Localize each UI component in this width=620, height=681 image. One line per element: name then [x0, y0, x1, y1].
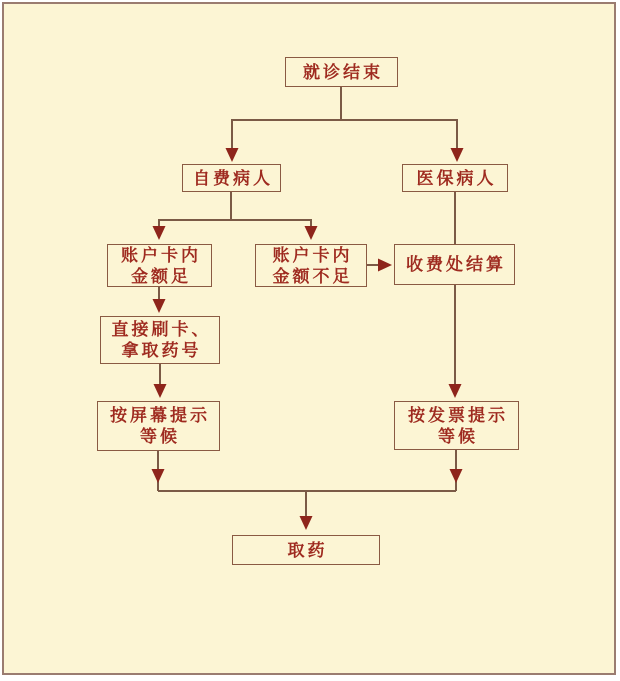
arrowhead-to-enough	[153, 226, 166, 240]
node-label: 就诊结束	[303, 62, 383, 82]
node-wait-invoice	[394, 401, 519, 450]
arrowhead-to-swipe	[153, 299, 166, 313]
node-label: 取药	[287, 540, 328, 560]
node-balance-enough	[107, 244, 212, 287]
connector-top-split	[232, 87, 457, 149]
connector-lines	[158, 87, 457, 517]
node-cashier-settlement	[394, 244, 515, 285]
node-label: 按屏幕提示	[110, 406, 210, 425]
node-swipe-card	[100, 316, 220, 364]
node-label: 等候	[140, 427, 180, 446]
node-label: 直接刷卡、	[111, 320, 212, 339]
node-label: 按发票提示	[408, 405, 508, 425]
arrowhead-to-dispense	[300, 516, 313, 530]
arrowhead-waitinvoice-merge	[450, 469, 463, 483]
arrowhead-to-insufficient	[305, 226, 318, 240]
node-label: 金额足	[131, 266, 191, 286]
node-insured	[402, 164, 508, 192]
node-label: 等候	[438, 426, 478, 446]
node-self-pay	[182, 164, 281, 192]
node-end-visit	[285, 57, 398, 87]
node-wait-screen	[97, 401, 220, 451]
arrowhead-to-waitscreen	[154, 384, 167, 398]
node-label: 自费病人	[193, 168, 273, 188]
node-label: 账户卡内	[121, 245, 201, 265]
node-dispense	[232, 535, 380, 565]
flowchart-canvas	[2, 2, 616, 675]
node-label: 收费处结算	[406, 255, 506, 274]
arrowhead-to-insured	[451, 148, 464, 162]
node-label: 金额不足	[272, 266, 353, 286]
connector-converge-dispense	[158, 450, 456, 517]
node-label: 医保病人	[416, 168, 497, 188]
connector-selfpay-split	[159, 191, 311, 227]
node-label: 拿取药号	[121, 341, 202, 360]
arrowhead-to-cashier	[378, 259, 392, 272]
arrowhead-to-waitinvoice	[449, 384, 462, 398]
arrowhead-waitscreen-merge	[152, 469, 165, 483]
node-balance-insufficient	[255, 244, 367, 287]
flow-connectors	[2, 2, 620, 681]
node-label: 账户卡内	[272, 245, 353, 265]
arrowhead-to-selfpay	[226, 148, 239, 162]
